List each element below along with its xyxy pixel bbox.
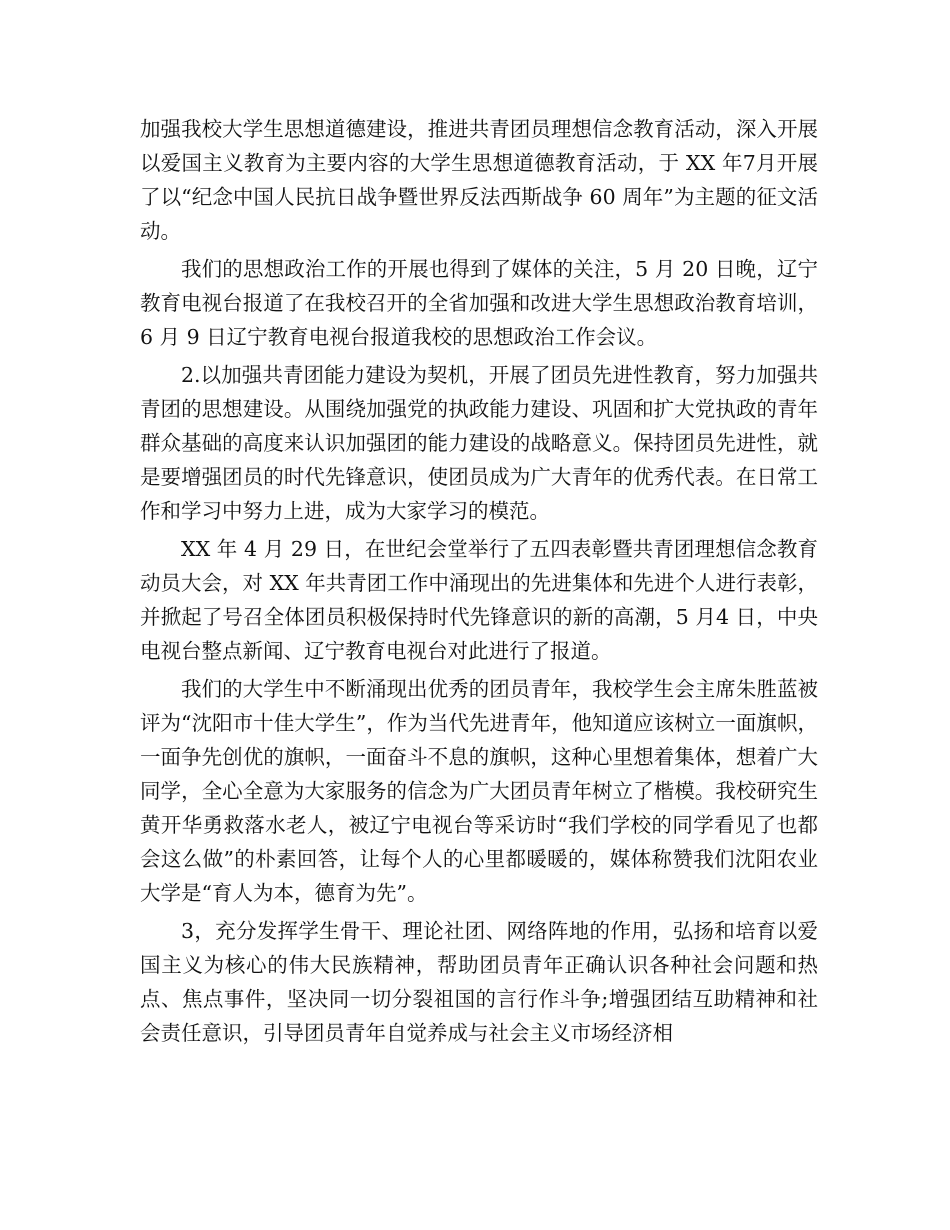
paragraph-essay-activity: 加强我校大学生思想道德建设，推进共青团员理想信念教育活动，深入开展以爱国主义教育为主要内容的大学生思想道德教育活动，于 XX 年7月开展了以“纪念中国人民抗日战争暨世界反法西斯战争 60 周年”为主题的征文活动。 [140,117,818,243]
paragraph-may-fourth-rally: XX 年 4 月 29 日，在世纪会堂举行了五四表彰暨共青团理想信念教育动员大会，对 XX 年共青团工作中涌现出的先进集体和先进个人进行表彰，并掀起了号召全体团员积极保持时代先锋意识的新的高潮，5 月4 日，中央电视台整点新闻、辽宁教育电视台对此进行了报道。 [140,537,818,663]
document-body [140,112,818,1054]
paragraph-media-coverage: 我们的思想政治工作的开展也得到了媒体的关注，5 月 20 日晚，辽宁教育电视台报道了在我校召开的全省加强和改进大学生思想政治教育培训，6 月 9 日辽宁教育电视台报道我校的思想政治工作会议。 [140,257,818,349]
paragraph-student-leaders: 3，充分发挥学生骨干、理论社团、网络阵地的作用，弘扬和培育以爱国主义为核心的伟大民族精神，帮助团员青年正确认识各种社会问题和热点、焦点事件，坚决同一切分裂祖国的言行作斗争;增强团结互助精神和社会责任意识，引导团员青年自觉养成与社会主义市场经济相 [140,919,818,1045]
paragraph-league-capacity: 2.以加强共青团能力建设为契机，开展了团员先进性教育，努力加强共青团的思想建设。从围绕加强党的执政能力建设、巩固和扩大党执政的青年群众基础的高度来认识加强团的能力建设的战略意义。保持团员先进性，就是要增强团员的时代先锋意识，使团员成为广大青年的优秀代表。在日常工作和学习中努力上进，成为大家学习的模范。 [140,363,818,523]
paragraph-outstanding-students: 我们的大学生中不断涌现出优秀的团员青年，我校学生会主席朱胜蓝被评为“沈阳市十佳大学生”，作为当代先进青年，他知道应该树立一面旗帜，一面争先创优的旗帜，一面奋斗不息的旗帜，这种心里想着集体，想着广大同学，全心全意为大家服务的信念为广大团员青年树立了楷模。我校研究生黄开华勇救落水老人，被辽宁电视台等采访时“我们学校的同学看见了也都会这么做”的朴素回答，让每个人的心里都暖暖的，媒体称赞我们沈阳农业大学是“育人为本，德育为先”。 [140,677,818,905]
